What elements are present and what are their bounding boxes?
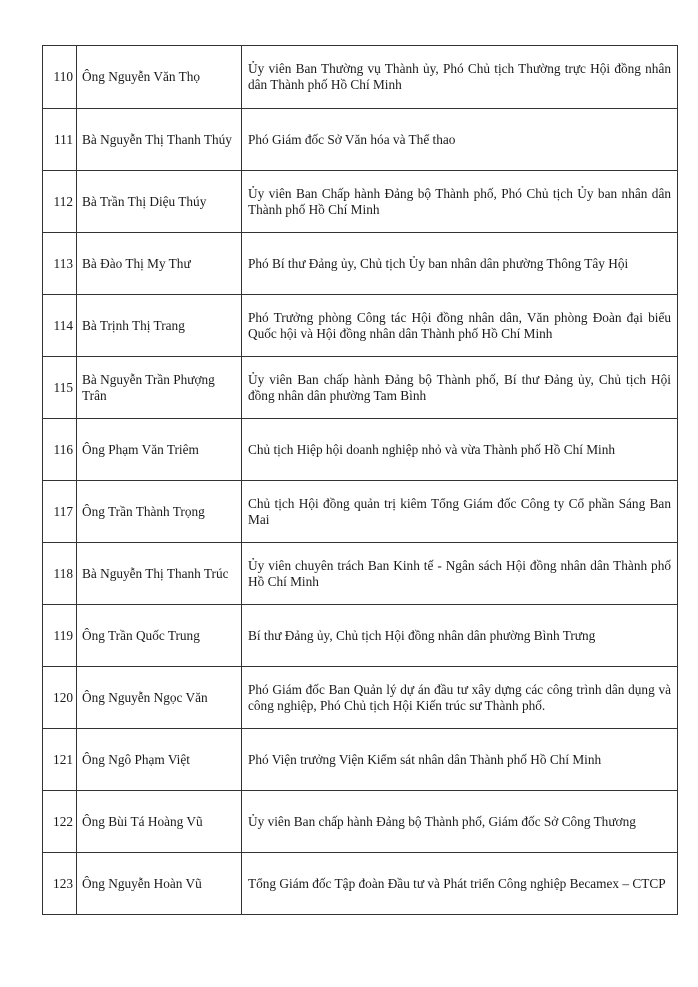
- member-position: Chủ tịch Hiệp hội doanh nghiệp nhỏ và vừa Thành phố Hồ Chí Minh: [242, 419, 678, 481]
- table-row: [43, 667, 678, 729]
- member-name: Ông Nguyễn Ngọc Văn: [77, 667, 242, 729]
- member-position: Phó Trưởng phòng Công tác Hội đồng nhân dân, Văn phòng Đoàn đại biểu Quốc hội và Hội đồng nhân dân Thành phố Hồ Chí Minh: [242, 295, 678, 357]
- row-number: 120: [43, 667, 77, 729]
- member-name: Ông Trần Thành Trọng: [77, 481, 242, 543]
- document-page: [42, 45, 678, 915]
- row-number: 113: [43, 233, 77, 295]
- row-number: 112: [43, 171, 77, 233]
- member-position: Phó Bí thư Đảng ủy, Chủ tịch Ủy ban nhân dân phường Thông Tây Hội: [242, 233, 678, 295]
- member-name: Ông Phạm Văn Triêm: [77, 419, 242, 481]
- member-name: Ông Trần Quốc Trung: [77, 605, 242, 667]
- table-row: [43, 109, 678, 171]
- members-table: [42, 45, 678, 915]
- member-position: Chủ tịch Hội đồng quản trị kiêm Tổng Giám đốc Công ty Cổ phần Sáng Ban Mai: [242, 481, 678, 543]
- member-name: Ông Ngô Phạm Việt: [77, 729, 242, 791]
- member-position: Ủy viên chuyên trách Ban Kinh tế - Ngân sách Hội đồng nhân dân Thành phố Hồ Chí Minh: [242, 543, 678, 605]
- member-position: Ủy viên Ban Thường vụ Thành ủy, Phó Chủ tịch Thường trực Hội đồng nhân dân Thành phố Hồ Chí Minh: [242, 46, 678, 109]
- member-position: Phó Giám đốc Sở Văn hóa và Thể thao: [242, 109, 678, 171]
- member-position: Phó Giám đốc Ban Quản lý dự án đầu tư xây dựng các công trình dân dụng và công nghiệp, Phó Chủ tịch Hội Kiến trúc sư Thành phố.: [242, 667, 678, 729]
- table-row: [43, 233, 678, 295]
- table-row: [43, 46, 678, 109]
- table-row: [43, 853, 678, 915]
- row-number: 117: [43, 481, 77, 543]
- member-name: Bà Trần Thị Diệu Thúy: [77, 171, 242, 233]
- member-name: Bà Nguyễn Trần Phượng Trân: [77, 357, 242, 419]
- member-name: Ông Bùi Tá Hoàng Vũ: [77, 791, 242, 853]
- member-name: Ông Nguyễn Hoàn Vũ: [77, 853, 242, 915]
- table-row: [43, 295, 678, 357]
- member-position: Ủy viên Ban chấp hành Đảng bộ Thành phố, Bí thư Đảng ủy, Chủ tịch Hội đồng nhân dân phường Tam Bình: [242, 357, 678, 419]
- row-number: 123: [43, 853, 77, 915]
- member-position: Bí thư Đảng ủy, Chủ tịch Hội đồng nhân dân phường Bình Trưng: [242, 605, 678, 667]
- member-position: Phó Viện trưởng Viện Kiểm sát nhân dân Thành phố Hồ Chí Minh: [242, 729, 678, 791]
- member-name: Ông Nguyễn Văn Thọ: [77, 46, 242, 109]
- table-row: [43, 729, 678, 791]
- row-number: 121: [43, 729, 77, 791]
- table-row: [43, 605, 678, 667]
- member-name: Bà Trịnh Thị Trang: [77, 295, 242, 357]
- row-number: 122: [43, 791, 77, 853]
- member-name: Bà Nguyễn Thị Thanh Thúy: [77, 109, 242, 171]
- table-row: [43, 357, 678, 419]
- row-number: 114: [43, 295, 77, 357]
- table-body: [43, 46, 678, 915]
- table-row: [43, 171, 678, 233]
- table-row: [43, 481, 678, 543]
- row-number: 118: [43, 543, 77, 605]
- member-position: Ủy viên Ban chấp hành Đảng bộ Thành phố, Giám đốc Sở Công Thương: [242, 791, 678, 853]
- table-row: [43, 543, 678, 605]
- row-number: 110: [43, 46, 77, 109]
- member-name: Bà Đào Thị My Thư: [77, 233, 242, 295]
- member-position: Tổng Giám đốc Tập đoàn Đầu tư và Phát triển Công nghiệp Becamex – CTCP: [242, 853, 678, 915]
- member-name: Bà Nguyễn Thị Thanh Trúc: [77, 543, 242, 605]
- row-number: 115: [43, 357, 77, 419]
- member-position: Ủy viên Ban Chấp hành Đảng bộ Thành phố, Phó Chủ tịch Ủy ban nhân dân Thành phố Hồ Chí Minh: [242, 171, 678, 233]
- table-row: [43, 419, 678, 481]
- row-number: 119: [43, 605, 77, 667]
- row-number: 116: [43, 419, 77, 481]
- row-number: 111: [43, 109, 77, 171]
- table-row: [43, 791, 678, 853]
